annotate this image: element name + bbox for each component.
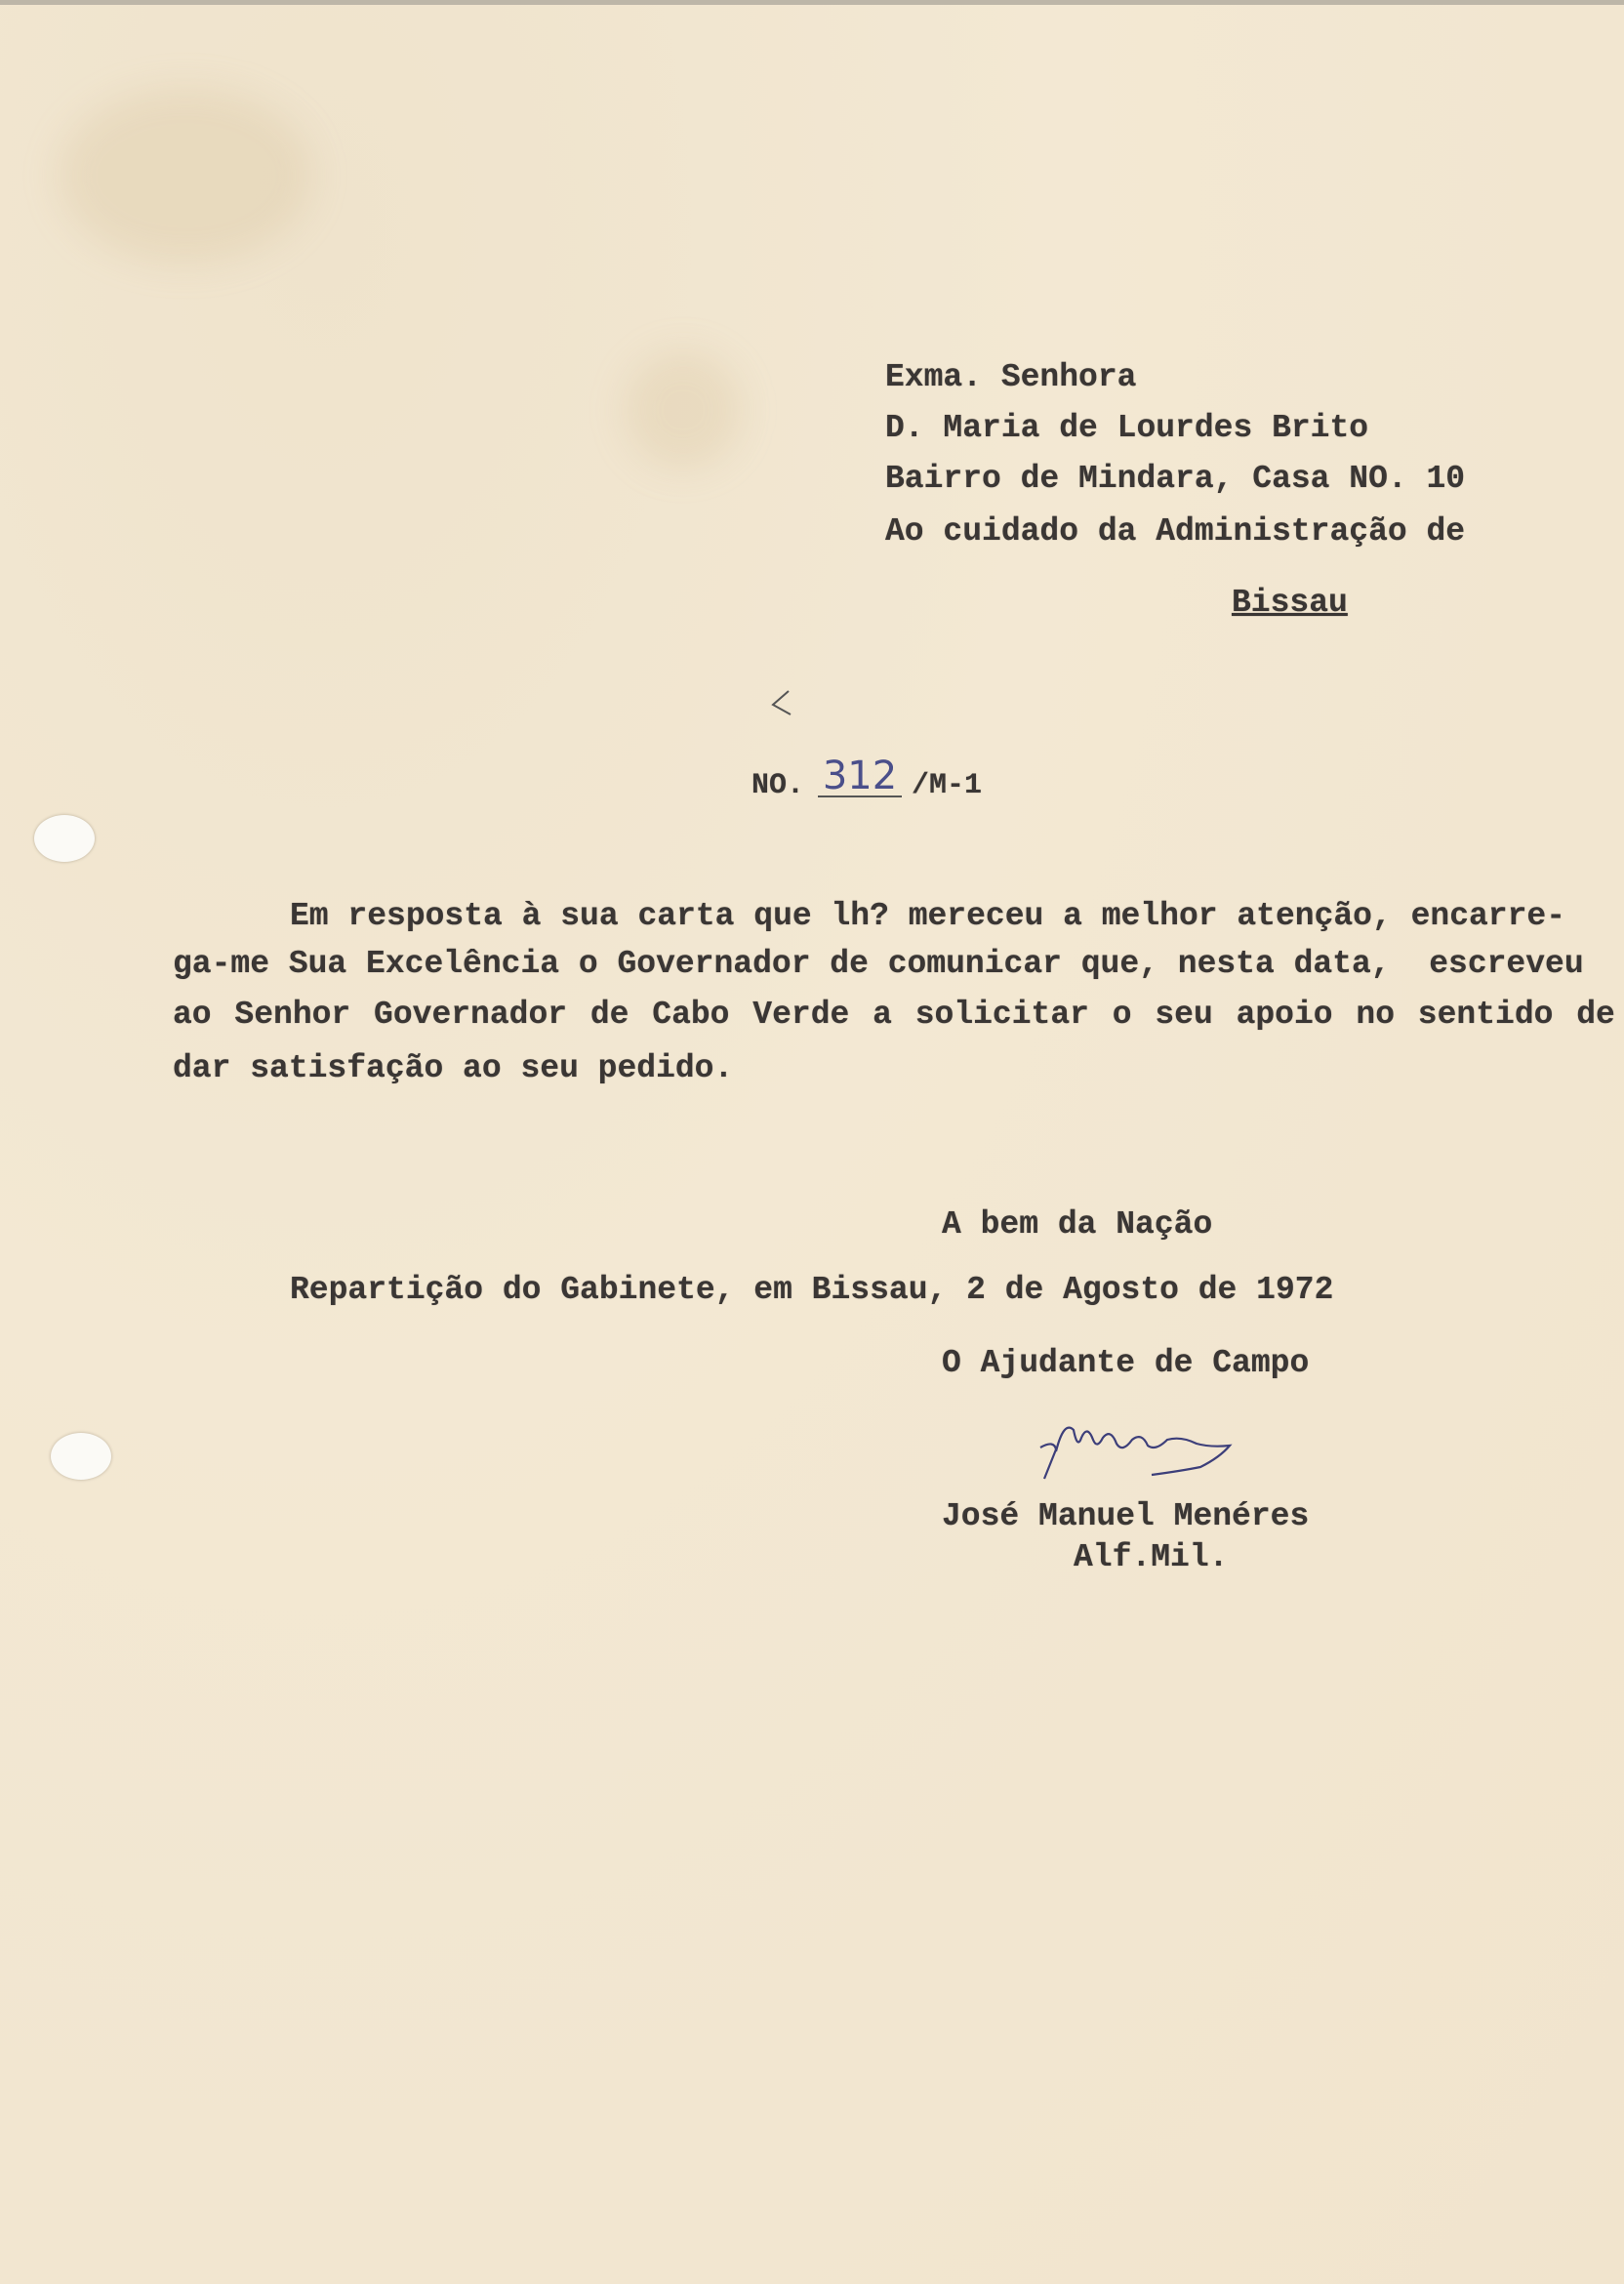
paper-stain bbox=[625, 351, 742, 469]
reference-handwritten-number: 312 bbox=[818, 756, 902, 797]
body-line: ga-me Sua Excelência o Governador de comunicar que, nesta data, escreveu bbox=[173, 946, 1584, 982]
place-date: Repartição do Gabinete, em Bissau, 2 de Agosto de 1972 bbox=[290, 1272, 1334, 1308]
reference-suffix: /M-1 bbox=[912, 769, 983, 802]
address-line: Bairro de Mindara, Casa NO. 10 bbox=[885, 461, 1466, 497]
punch-hole bbox=[34, 815, 95, 862]
address-line: Ao cuidado da Administração de bbox=[885, 513, 1466, 550]
closing-salutation: A bem da Nação bbox=[942, 1206, 1213, 1243]
signatory-name: José Manuel Menéres bbox=[942, 1498, 1310, 1534]
page-top-edge bbox=[0, 0, 1624, 5]
address-line: D. Maria de Lourdes Brito bbox=[885, 410, 1369, 446]
signatory-role: O Ajudante de Campo bbox=[942, 1345, 1310, 1381]
pencil-mark bbox=[761, 683, 800, 722]
signatory-rank: Alf.Mil. bbox=[1074, 1539, 1229, 1575]
body-line: ao Senhor Governador de Cabo Verde a solicitar o seu apoio no sentido de bbox=[173, 997, 1615, 1033]
signature bbox=[1035, 1410, 1259, 1498]
paper-stain bbox=[59, 88, 312, 264]
punch-hole bbox=[51, 1433, 111, 1480]
address-line: Exma. Senhora bbox=[885, 359, 1137, 395]
body-line: Em resposta à sua carta que lh? mereceu a melhor atenção, encarre- bbox=[290, 898, 1566, 934]
body-line: dar satisfação ao seu pedido. bbox=[173, 1050, 734, 1086]
reference-prefix: NO. bbox=[751, 769, 805, 802]
address-city: Bissau bbox=[1232, 585, 1348, 621]
